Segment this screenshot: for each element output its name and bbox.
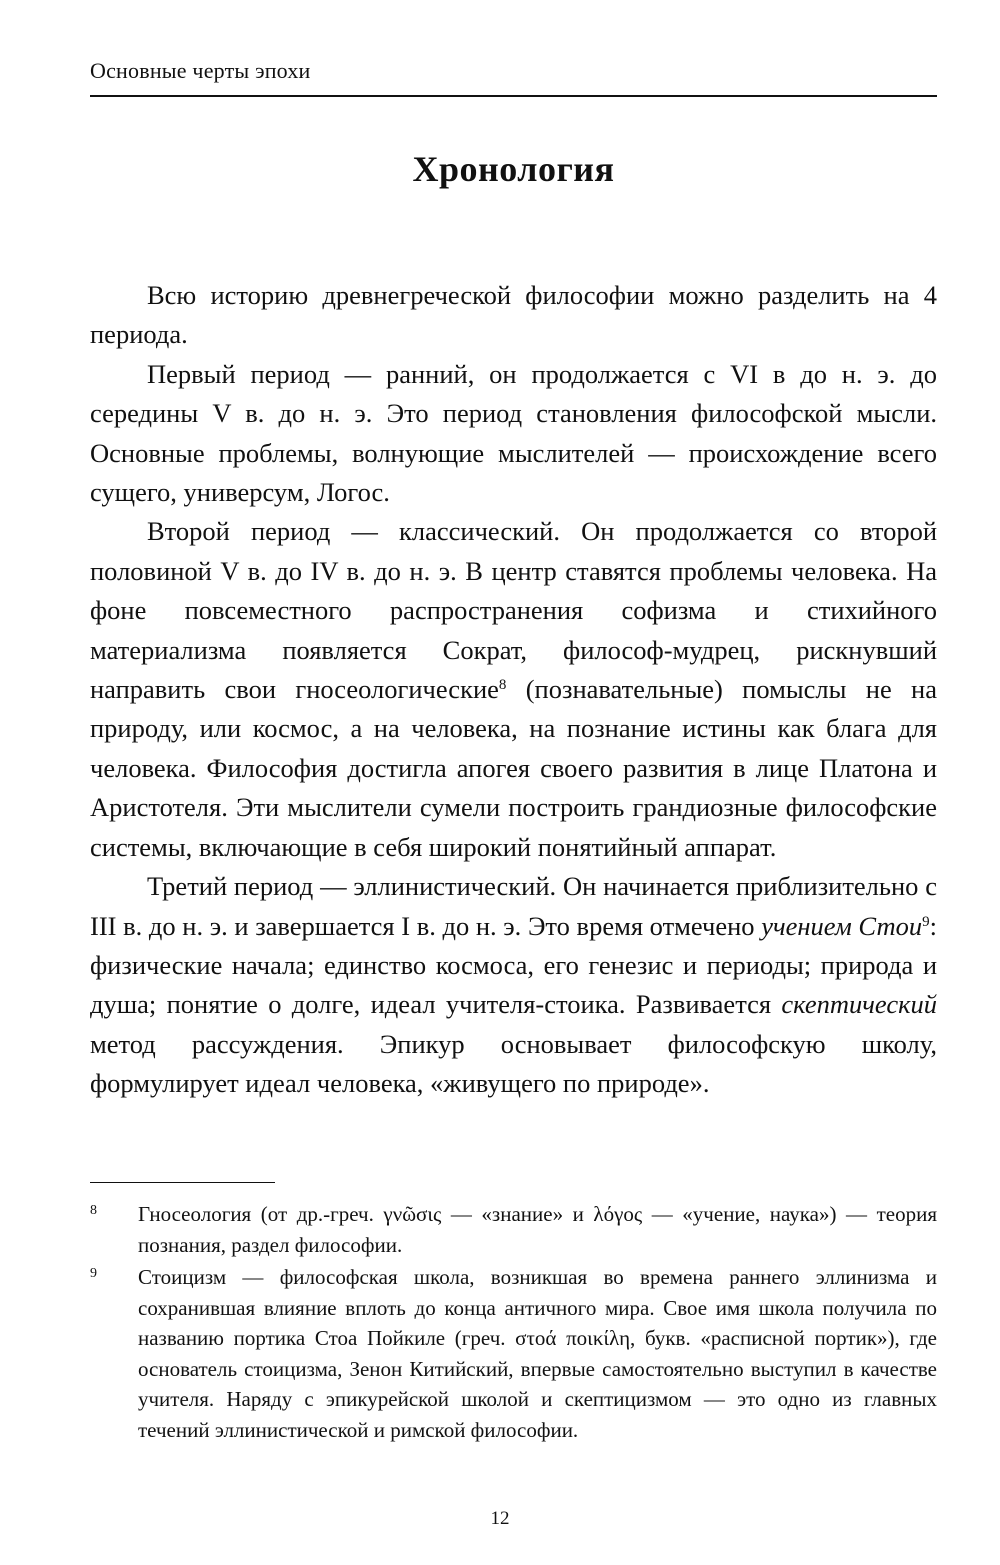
footnote-number: 8 xyxy=(90,1203,97,1218)
page-number: 12 xyxy=(490,1508,510,1529)
paragraph-text: (познавательные) помыслы не на природу, или космос, а на человека, на познание истины как блага для человека. Философия достигла апогея своего развития в лице Платона и Аристотеля. Эти мыслители сумели построить грандиозные философские системы, включающие в себя широкий понятийный аппарат. xyxy=(90,674,937,862)
footnote-ref-9[interactable]: 9 xyxy=(922,913,930,930)
emphasis-skeptical: скептический xyxy=(781,989,937,1020)
paragraph-third-period xyxy=(90,867,937,1103)
paragraph-first-period: Первый период — ранний, он продолжается с VI в до н. э. до середины V в. до н. э. Это период становления философской мысли. Основные проблемы, волнующие мыслителей — происхождение всего сущего, универсум, Логос. xyxy=(90,358,937,508)
paragraph-text: метод рассуждения. Эпикур основывает философскую школу, формулирует идеал человека, «живущего по природе». xyxy=(90,1028,937,1099)
footnote-rule xyxy=(90,1182,275,1183)
main-text xyxy=(90,276,937,1104)
paragraph-text: Второй период — классический. Он продолжается со второй половиной V в. до IV в. до н. э. В центр ставятся проблемы человека. На фоне повсеместного распространения софизма и стихийного материализма появляется Сократ, философ-мудрец, рискнувший направить свои гносеологические xyxy=(90,516,937,705)
footnote-ref-8[interactable]: 8 xyxy=(498,677,507,694)
footnotes xyxy=(90,1199,937,1447)
footnote-9 xyxy=(90,1262,937,1445)
paragraph-text: Третий период — эллинистический. Он начинается приблизительно с III в. до н. э. и завершается I в. до н. э. Это время отмечено xyxy=(90,871,937,941)
paragraph-intro: Всю историю древнегреческой философии можно разделить на 4 периода. xyxy=(90,280,937,350)
footnote-text: Гносеология (от др.-греч. γνῶσις — «знание» и λόγος — «учение, наука») — теория познания, раздел философии. xyxy=(138,1202,937,1257)
footnote-8 xyxy=(90,1199,937,1260)
footnote-number: 9 xyxy=(90,1266,97,1281)
footnote-text: Стоицизм — философская школа, возникшая во времена раннего эллинизма и сохранившая влияние вплоть до конца античного мира. Свое имя школа получила по названию портика Стоа Пойкиле (греч. στοά ποικίλη, букв. «расписной портик»), где основатель стоицизма, Зенон Китийский, впервые самостоятельно выступил в качестве учителя. Наряду с эпикурейской школой и скептицизмом — это одно из главных течений эллинистической и римской философии. xyxy=(138,1265,937,1442)
header-rule xyxy=(90,95,937,97)
running-head: Основные черты эпохи xyxy=(90,58,311,83)
paragraph-second-period xyxy=(90,512,937,867)
page-title: Хронология xyxy=(412,149,615,189)
emphasis-stoa: учением Стои xyxy=(761,910,923,941)
paragraph-text: : физические начала; единство космоса, его генезис и периоды; природа и душа; понятие о долге, идеал учителя-стоика. Развивается xyxy=(90,910,937,1020)
